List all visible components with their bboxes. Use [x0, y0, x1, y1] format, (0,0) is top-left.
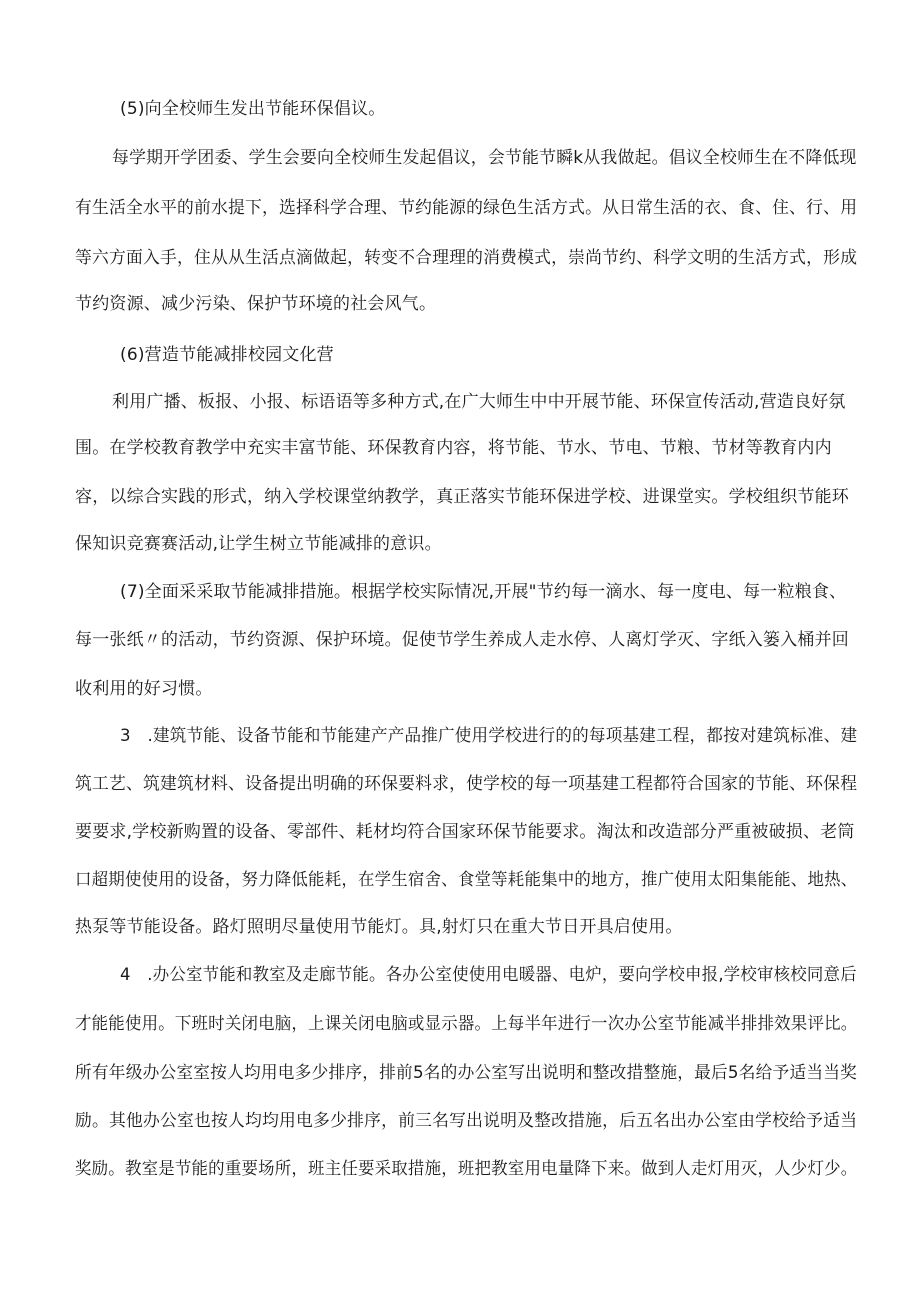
paragraph-line: 等六方面入手，住从从生活点滴做起，转变不合理理的消费模式，崇尚节约、科学文明的生活方式，形成: [75, 248, 858, 268]
paragraph-line: 筑工艺、筑建筑材料、设备提出明确的环保要料求，使学校的每一项基建工程都符合国家的节能、环保程: [75, 774, 858, 794]
section-heading-5: (5)向全校师生发出节能环保倡议。: [120, 99, 386, 119]
paragraph-line: 收利用的好习惯。: [75, 679, 213, 699]
section-heading-6: (6)营造节能减排校园文化营: [120, 345, 334, 365]
paragraph-line: (7)全面采采取节能减排措施。根据学校实际情况,开展"节约每一滴水、每一度电、每一粒粮食、: [120, 582, 847, 602]
paragraph-line: 奖励。教室是节能的重要场所，班主任要采取措施，班把教室用电量降下来。做到人走灯用灭，人少灯少。: [75, 1159, 858, 1179]
paragraph-line: 4 .办公室节能和教室及走廊节能。各办公室使使用电暖器、电炉，要向学校申报,学校审核校同意后: [120, 965, 857, 985]
paragraph-line: 才能能使用。下班时关闭电脑，上课关闭电脑或显示器。上每半年进行一次办公室节能减半排排效果评比。: [75, 1014, 858, 1034]
paragraph-line: 3 .建筑节能、设备节能和节能建产产品推广使用学校进行的的每项基建工程，都按对建筑标准、建: [120, 726, 858, 746]
paragraph-line: 口超期使使用的设备，努力降低能耗，在学生宿舍、食堂等耗能集中的地方，推广使用太阳集能能、地热、: [75, 870, 858, 890]
paragraph-line: 容，以综合实践的形式，纳入学校课堂纳教学，真正落实节能环保进学校、进课堂实。学校组织节能环: [75, 487, 849, 507]
paragraph-line: 所有年级办公室室按人均用电多少排序，排前5名的办公室写出说明和整改措整施，最后5名给予适当当奖: [75, 1063, 858, 1083]
paragraph-line: 节约资源、减少污染、保护节环境的社会风气。: [75, 294, 437, 314]
paragraph-line: 每一张纸〃的活动，节约资源、保护环境。促使节学生养成人走水停、人离灯学灭、字纸入篓入桶并回: [75, 630, 849, 650]
paragraph-line: 要要求,学校新购置的设备、零部件、耗材均符合国家环保节能要求。淘汰和改造部分严重被破损、老筒: [75, 822, 855, 842]
paragraph-line: 每学期开学团委、学生会要向全校师生发起倡议，会节能节瞬k从我做起。倡议全校师生在不降低现: [112, 148, 857, 168]
paragraph-line: 围。在学校教育教学中充实丰富节能、环保教育内容，将节能、节水、节电、节粮、节材等教育内内: [75, 438, 832, 458]
paragraph-line: 有生活全水平的前水提下，选择科学合理、节约能源的绿色生活方式。从日常生活的衣、食、住、行、用: [75, 198, 858, 218]
paragraph-line: 利用广播、板报、小报、标语语等多种方式,在广大师生中中开展节能、环保宣传活动,营造良好氛: [112, 392, 846, 412]
paragraph-line: 保知识竞赛赛活动,让学生树立节能减排的意识。: [75, 534, 442, 554]
paragraph-line: 励。其他办公室也按人均均用电多少排序，前三名写出说明及整改措施，后五名出办公室由学校给予适当: [75, 1111, 858, 1131]
paragraph-line: 热泵等节能设备。路灯照明尽量使用节能灯。具,射灯只在重大节日开具启使用。: [75, 917, 683, 937]
